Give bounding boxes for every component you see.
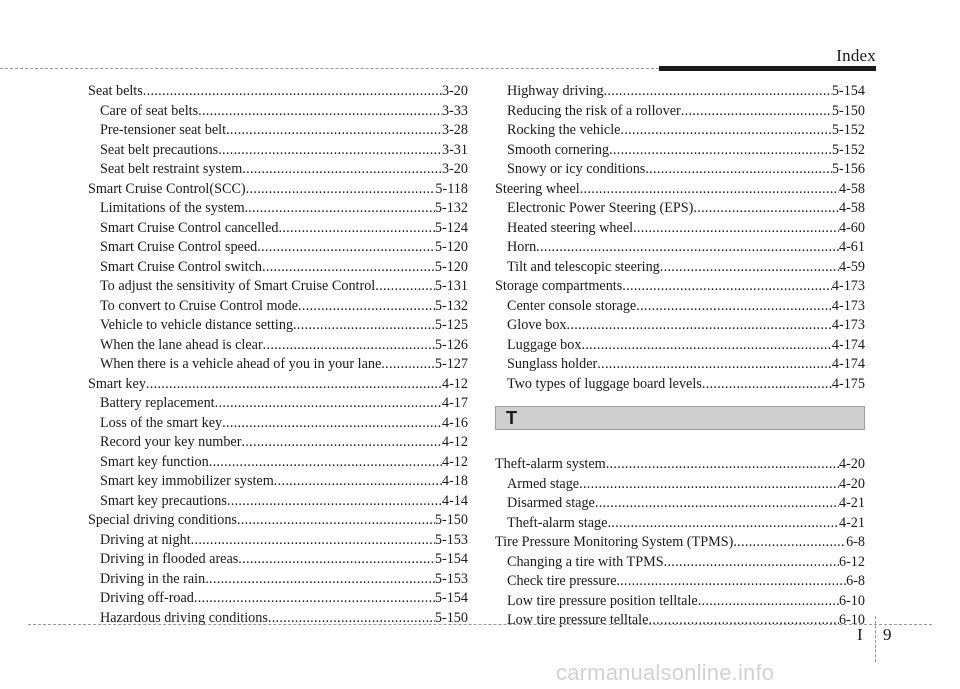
- entry-label: Pre-tensioner seat belt: [100, 122, 227, 138]
- entry-page-ref: 4-58: [838, 180, 865, 197]
- entry-page-ref: 5-124: [434, 219, 468, 236]
- entry-page-ref: 5-154: [831, 83, 865, 99]
- entry-page-ref: 4-12: [441, 434, 468, 450]
- entry-label: Smart Cruise Control(SCC): [88, 180, 246, 197]
- entry-page-ref: 4-175: [831, 375, 865, 392]
- entry-label: Seat belts: [88, 83, 143, 99]
- dot-leader: [536, 238, 839, 258]
- header-rule: [0, 68, 659, 69]
- entry-page-ref: 4-173: [831, 278, 865, 294]
- entry-label: Heated steering wheel: [507, 219, 634, 236]
- dot-leader: [597, 355, 832, 375]
- entry-page-ref: 5-118: [435, 180, 468, 197]
- entry-label: Luggage box: [507, 336, 582, 353]
- entry-label: Two types of luggage board levels: [507, 375, 702, 392]
- header-bar: [659, 66, 876, 71]
- section-header-t: [495, 406, 865, 430]
- dot-leader: [215, 394, 442, 414]
- index-subentry: [88, 258, 468, 278]
- dot-leader: [194, 589, 435, 609]
- dot-leader: [579, 475, 839, 495]
- entry-page-ref: 5-150: [831, 102, 865, 119]
- entry-page-ref: 5-153: [434, 570, 468, 587]
- dot-leader: [581, 336, 831, 356]
- index-subentry: [88, 492, 468, 512]
- dot-leader: [375, 277, 435, 297]
- entry-page-ref: 4-12: [441, 453, 468, 470]
- index-list-right-top: [495, 82, 865, 394]
- entry-label: Disarmed stage: [507, 495, 595, 511]
- dot-leader: [606, 455, 839, 475]
- entry-page-ref: 4-174: [831, 336, 865, 353]
- dot-leader: [580, 180, 839, 200]
- entry-label: Driving in the rain: [100, 570, 206, 587]
- entry-page-ref: 4-61: [838, 239, 865, 255]
- entry-label: Theft-alarm stage: [507, 514, 608, 531]
- dot-leader: [681, 102, 832, 122]
- index-subentry: [495, 199, 865, 219]
- dot-leader: [241, 433, 442, 453]
- index-entry: [495, 533, 865, 553]
- dot-leader: [246, 180, 436, 200]
- dot-leader: [645, 160, 832, 180]
- entry-page-ref: 4-59: [838, 258, 865, 275]
- footer-page-number: 9: [883, 625, 892, 644]
- index-subentry: [495, 611, 865, 631]
- entry-label: Smart Cruise Control cancelled: [100, 219, 279, 236]
- entry-page-ref: 4-174: [831, 356, 865, 372]
- entry-label: Electronic Power Steering (EPS): [507, 200, 694, 216]
- dot-leader: [191, 531, 435, 551]
- entry-page-ref: 5-125: [434, 317, 468, 333]
- entry-label: Changing a tire with TPMS: [507, 553, 664, 570]
- section-letter: T: [506, 407, 517, 428]
- entry-page-ref: 5-126: [434, 336, 468, 353]
- index-subentry: [88, 589, 468, 609]
- entry-page-ref: 5-127: [434, 356, 468, 372]
- index-subentry: [88, 550, 468, 570]
- entry-label: Smart key immobilizer system: [100, 473, 274, 489]
- entry-page-ref: 4-21: [838, 495, 865, 511]
- dot-leader: [636, 297, 832, 317]
- dot-leader: [604, 82, 832, 102]
- dot-leader: [257, 238, 435, 258]
- entry-label: Smart Cruise Control speed: [100, 239, 258, 255]
- dot-leader: [660, 258, 839, 278]
- dot-leader: [248, 199, 435, 219]
- entry-page-ref: 5-154: [434, 551, 468, 567]
- index-subentry: [495, 494, 865, 514]
- entry-label: Check tire pressure.: [507, 573, 621, 589]
- dot-leader: [268, 609, 435, 629]
- footer-section-letter: I: [857, 625, 863, 644]
- entry-label: Smooth cornering: [507, 141, 610, 158]
- index-subentry: [495, 572, 865, 592]
- entry-label: To convert to Cruise Control mode: [100, 297, 298, 314]
- entry-label: Armed stage: [507, 475, 580, 492]
- entry-page-ref: 4-20: [838, 475, 865, 492]
- entry-label: Care of seat belts: [100, 102, 199, 119]
- entry-page-ref: 6-10: [838, 612, 865, 628]
- index-subentry: [88, 531, 468, 551]
- index-subentry: [495, 514, 865, 534]
- entry-page-ref: 4-20: [838, 456, 865, 472]
- entry-page-ref: 3-20: [441, 161, 468, 177]
- index-subentry: [88, 433, 468, 453]
- dot-leader: [567, 316, 832, 336]
- entry-label: Record your key number: [100, 434, 242, 450]
- index-subentry: [88, 121, 468, 141]
- entry-label: Theft-alarm system: [495, 456, 606, 472]
- entry-page-ref: 5-154: [434, 590, 468, 606]
- entry-page-ref: 6-8: [846, 534, 865, 550]
- entry-label: Driving at night: [100, 531, 191, 548]
- entry-page-ref: 4-12: [441, 375, 468, 392]
- index-subentry: [88, 297, 468, 317]
- index-subentry: [88, 199, 468, 219]
- index-entry: [88, 180, 468, 200]
- entry-page-ref: 5-120: [434, 239, 468, 255]
- entry-page-ref: 5-152: [831, 122, 865, 138]
- index-subentry: [495, 121, 865, 141]
- entry-label: Smart key function: [100, 453, 209, 470]
- entry-page-ref: 3-20: [441, 83, 468, 99]
- dot-leader: [607, 514, 839, 534]
- dot-leader: [595, 494, 839, 514]
- dot-leader: [209, 453, 442, 473]
- index-subentry: [495, 82, 865, 102]
- index-subentry: [88, 394, 468, 414]
- index-subentry: [495, 160, 865, 180]
- index-entry: [88, 375, 468, 395]
- dot-leader: [698, 592, 839, 612]
- dot-leader: [218, 141, 442, 161]
- dot-leader: [274, 472, 442, 492]
- index-subentry: [495, 102, 865, 122]
- entry-label: When there is a vehicle ahead of you in your lane: [100, 356, 382, 372]
- index-subentry: [495, 219, 865, 239]
- entry-page-ref: 4-21: [838, 514, 865, 531]
- entry-label: Limitations of the system.: [100, 200, 249, 216]
- dot-leader: [693, 199, 839, 219]
- entry-page-ref: 5-150: [434, 609, 468, 626]
- entry-page-ref: 5-120: [434, 258, 468, 275]
- entry-label: Steering wheel: [495, 180, 580, 197]
- entry-page-ref: 3-33: [441, 102, 468, 119]
- entry-label: Special driving conditions: [88, 512, 237, 528]
- index-subentry: [88, 414, 468, 434]
- entry-page-ref: 5-150: [434, 512, 468, 528]
- dot-leader: [702, 375, 832, 395]
- index-subentry: [495, 316, 865, 336]
- entry-page-ref: 4-173: [831, 317, 865, 333]
- index-subentry: [495, 355, 865, 375]
- dot-leader: [146, 375, 442, 395]
- entry-label: Storage compartments: [495, 278, 623, 294]
- dot-leader: [609, 141, 832, 161]
- dot-leader: [278, 219, 434, 239]
- index-subentry: [88, 277, 468, 297]
- entry-page-ref: 5-132: [434, 297, 468, 314]
- dot-leader: [226, 121, 442, 141]
- entry-label: Smart Cruise Control switch: [100, 258, 262, 275]
- dot-leader: [620, 121, 831, 141]
- entry-label: Tire Pressure Monitoring System (TPMS): [495, 534, 734, 550]
- dot-leader: [620, 572, 846, 592]
- dot-leader: [205, 570, 435, 590]
- index-entry: [495, 455, 865, 475]
- entry-page-ref: 6-12: [838, 553, 865, 570]
- dot-leader: [143, 82, 442, 102]
- entry-page-ref: 5-132: [434, 200, 468, 216]
- index-subentry: [88, 472, 468, 492]
- index-entry: [495, 180, 865, 200]
- index-entry: [88, 511, 468, 531]
- dot-leader: [238, 550, 435, 570]
- index-subentry: [88, 609, 468, 629]
- index-entry: [495, 277, 865, 297]
- entry-page-ref: 5-131: [434, 278, 468, 294]
- watermark: carmanualsonline.info: [556, 660, 775, 685]
- dot-leader: [648, 611, 839, 631]
- dot-leader: [733, 533, 846, 553]
- dot-leader: [293, 316, 435, 336]
- dot-leader: [262, 258, 435, 278]
- index-subentry: [495, 592, 865, 612]
- entry-page-ref: 4-14: [441, 492, 468, 509]
- entry-page-ref: 5-153: [434, 531, 468, 548]
- index-subentry: [495, 238, 865, 258]
- index-subentry: [88, 336, 468, 356]
- dot-leader: [198, 102, 442, 122]
- index-subentry: [88, 238, 468, 258]
- index-column-left: [88, 82, 468, 628]
- index-list-right-bottom: [495, 455, 865, 631]
- dot-leader: [222, 414, 442, 434]
- entry-page-ref: 5-152: [831, 141, 865, 158]
- index-column-right: [495, 82, 865, 631]
- entry-label: Center console storage: [507, 297, 637, 314]
- entry-page-ref: 3-31: [441, 141, 468, 158]
- index-subentry: [88, 160, 468, 180]
- index-subentry: [88, 453, 468, 473]
- entry-page-ref: 4-17: [441, 395, 468, 411]
- index-subentry: [495, 141, 865, 161]
- entry-label: Vehicle to vehicle distance setting: [100, 317, 294, 333]
- dot-leader: [227, 492, 442, 512]
- entry-page-ref: 3-28: [441, 122, 468, 138]
- entry-page-ref: 6-8: [846, 573, 865, 589]
- dot-leader: [633, 219, 839, 239]
- entry-page-ref: 6-10: [838, 592, 865, 609]
- entry-label: Driving in flooded areas: [100, 551, 239, 567]
- entry-label: Sunglass holder: [507, 356, 598, 372]
- index-subentry: [495, 258, 865, 278]
- entry-label: Glove box: [507, 317, 567, 333]
- index-subentry: [88, 355, 468, 375]
- dot-leader: [622, 277, 832, 297]
- entry-label: Driving off-road: [100, 590, 194, 606]
- index-subentry: [88, 102, 468, 122]
- index-subentry: [495, 553, 865, 573]
- entry-label: Battery replacement: [100, 395, 215, 411]
- page-header-title: Index: [836, 46, 876, 65]
- index-subentry: [495, 336, 865, 356]
- dot-leader: [298, 297, 435, 317]
- entry-label: Smart key precautions: [100, 492, 227, 509]
- dot-leader: [237, 511, 435, 531]
- entry-label: Snowy or icy conditions: [507, 161, 646, 177]
- dot-leader: [664, 553, 839, 573]
- entry-page-ref: 4-60: [838, 219, 865, 236]
- dot-leader: [263, 336, 435, 356]
- footer-divider: [875, 616, 876, 662]
- entry-label: Seat belt restraint system: [100, 161, 243, 177]
- entry-label: Tilt and telescopic steering: [507, 258, 660, 275]
- index-subentry: [495, 297, 865, 317]
- index-subentry: [88, 141, 468, 161]
- entry-page-ref: 4-173: [831, 297, 865, 314]
- entry-label: Loss of the smart key: [100, 414, 223, 431]
- entry-label: To adjust the sensitivity of Smart Cruise Control: [100, 278, 376, 294]
- entry-label: Hazardous driving conditions: [100, 609, 268, 626]
- dot-leader: [381, 355, 435, 375]
- entry-label: Horn: [507, 239, 537, 255]
- entry-label: Rocking the vehicle: [507, 122, 621, 138]
- dot-leader: [242, 160, 442, 180]
- entry-page-ref: 4-18: [441, 473, 468, 489]
- index-subentry: [88, 570, 468, 590]
- index-subentry: [495, 475, 865, 495]
- footer-rule: [28, 624, 932, 625]
- index-subentry: [88, 316, 468, 336]
- entry-page-ref: 4-58: [838, 200, 865, 216]
- entry-label: When the lane ahead is clear: [100, 336, 263, 353]
- entry-page-ref: 5-156: [831, 161, 865, 177]
- index-subentry: [495, 375, 865, 395]
- entry-label: Reducing the risk of a rollover: [507, 102, 681, 119]
- entry-label: Highway driving: [507, 83, 604, 99]
- entry-page-ref: 4-16: [441, 414, 468, 431]
- entry-label: Low tire pressure telltale: [507, 612, 649, 628]
- entry-label: Smart key: [88, 375, 146, 392]
- entry-label: Low tire pressure position telltale: [507, 592, 698, 609]
- entry-label: Seat belt precautions: [100, 141, 219, 158]
- index-entry: [88, 82, 468, 102]
- index-subentry: [88, 219, 468, 239]
